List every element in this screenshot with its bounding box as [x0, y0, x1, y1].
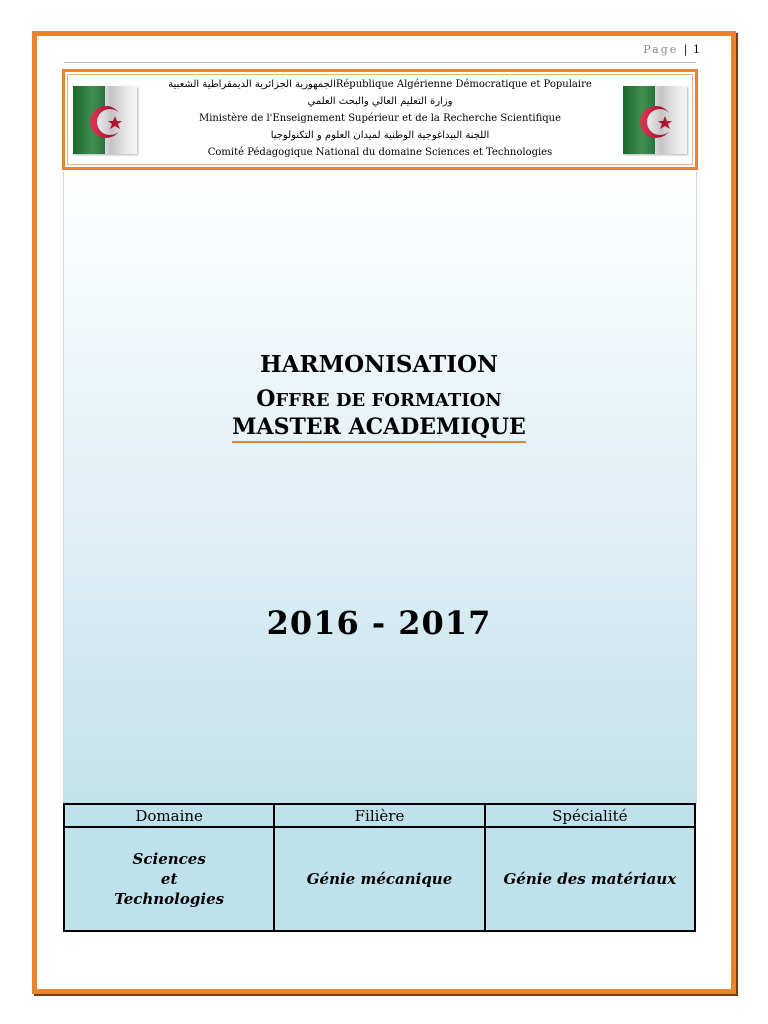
algerian-flag-icon [73, 86, 137, 154]
committee-french: Comité Pédagogique National du domaine Sciences et Technologies [207, 147, 553, 158]
title-offre-de-formation [63, 386, 695, 412]
domaine-line-2: et [160, 870, 178, 888]
ministry-french: Ministère de l'Enseignement Supérieur et de la Recherche Scientifique [198, 113, 562, 124]
domaine-line-1: Sciences [132, 850, 206, 868]
header-rule [64, 62, 696, 63]
ministry-arabic: وزارة التعليم العالي والبحث العلمي [307, 96, 453, 107]
cell-specialite: Génie des matériaux [485, 827, 695, 931]
cell-filiere: Génie mécanique [274, 827, 484, 931]
cover-panel [63, 171, 697, 805]
title-offre-initial: O [256, 386, 276, 412]
title-master-academique [63, 414, 695, 440]
header-domaine: Domaine [64, 804, 274, 827]
page-number [610, 43, 700, 56]
table-header-row [64, 804, 695, 827]
header-line-republic [145, 76, 615, 93]
republic-french: République Algérienne Démocratique et Populaire [335, 79, 592, 90]
committee-arabic: اللجنة البيداغوجية الوطنية لميدان العلوم و التكنولوجيا [270, 130, 490, 141]
header-filiere: Filière [274, 804, 484, 827]
page-label: Page [643, 43, 679, 56]
title-harmonisation: HARMONISATION [259, 351, 499, 378]
page-number-value: 1 [693, 43, 700, 56]
table-row [64, 827, 695, 931]
header-specialite: Spécialité [485, 804, 695, 827]
specialty-table [63, 803, 696, 932]
page-separator: | [683, 43, 688, 56]
domaine-line-3: Technologies [114, 890, 225, 908]
title-master-text: MASTER ACADEMIQUE [232, 414, 526, 443]
academic-year: 2016 - 2017 [266, 604, 492, 642]
republic-arabic: الجمهورية الجزائرية الديمقراطية الشعبية [168, 79, 336, 90]
institution-header [62, 69, 698, 170]
cell-domaine [64, 827, 274, 931]
title-offre-rest: FFRE DE FORMATION [275, 390, 502, 411]
algerian-flag-icon [623, 86, 687, 154]
header-text [145, 76, 615, 161]
